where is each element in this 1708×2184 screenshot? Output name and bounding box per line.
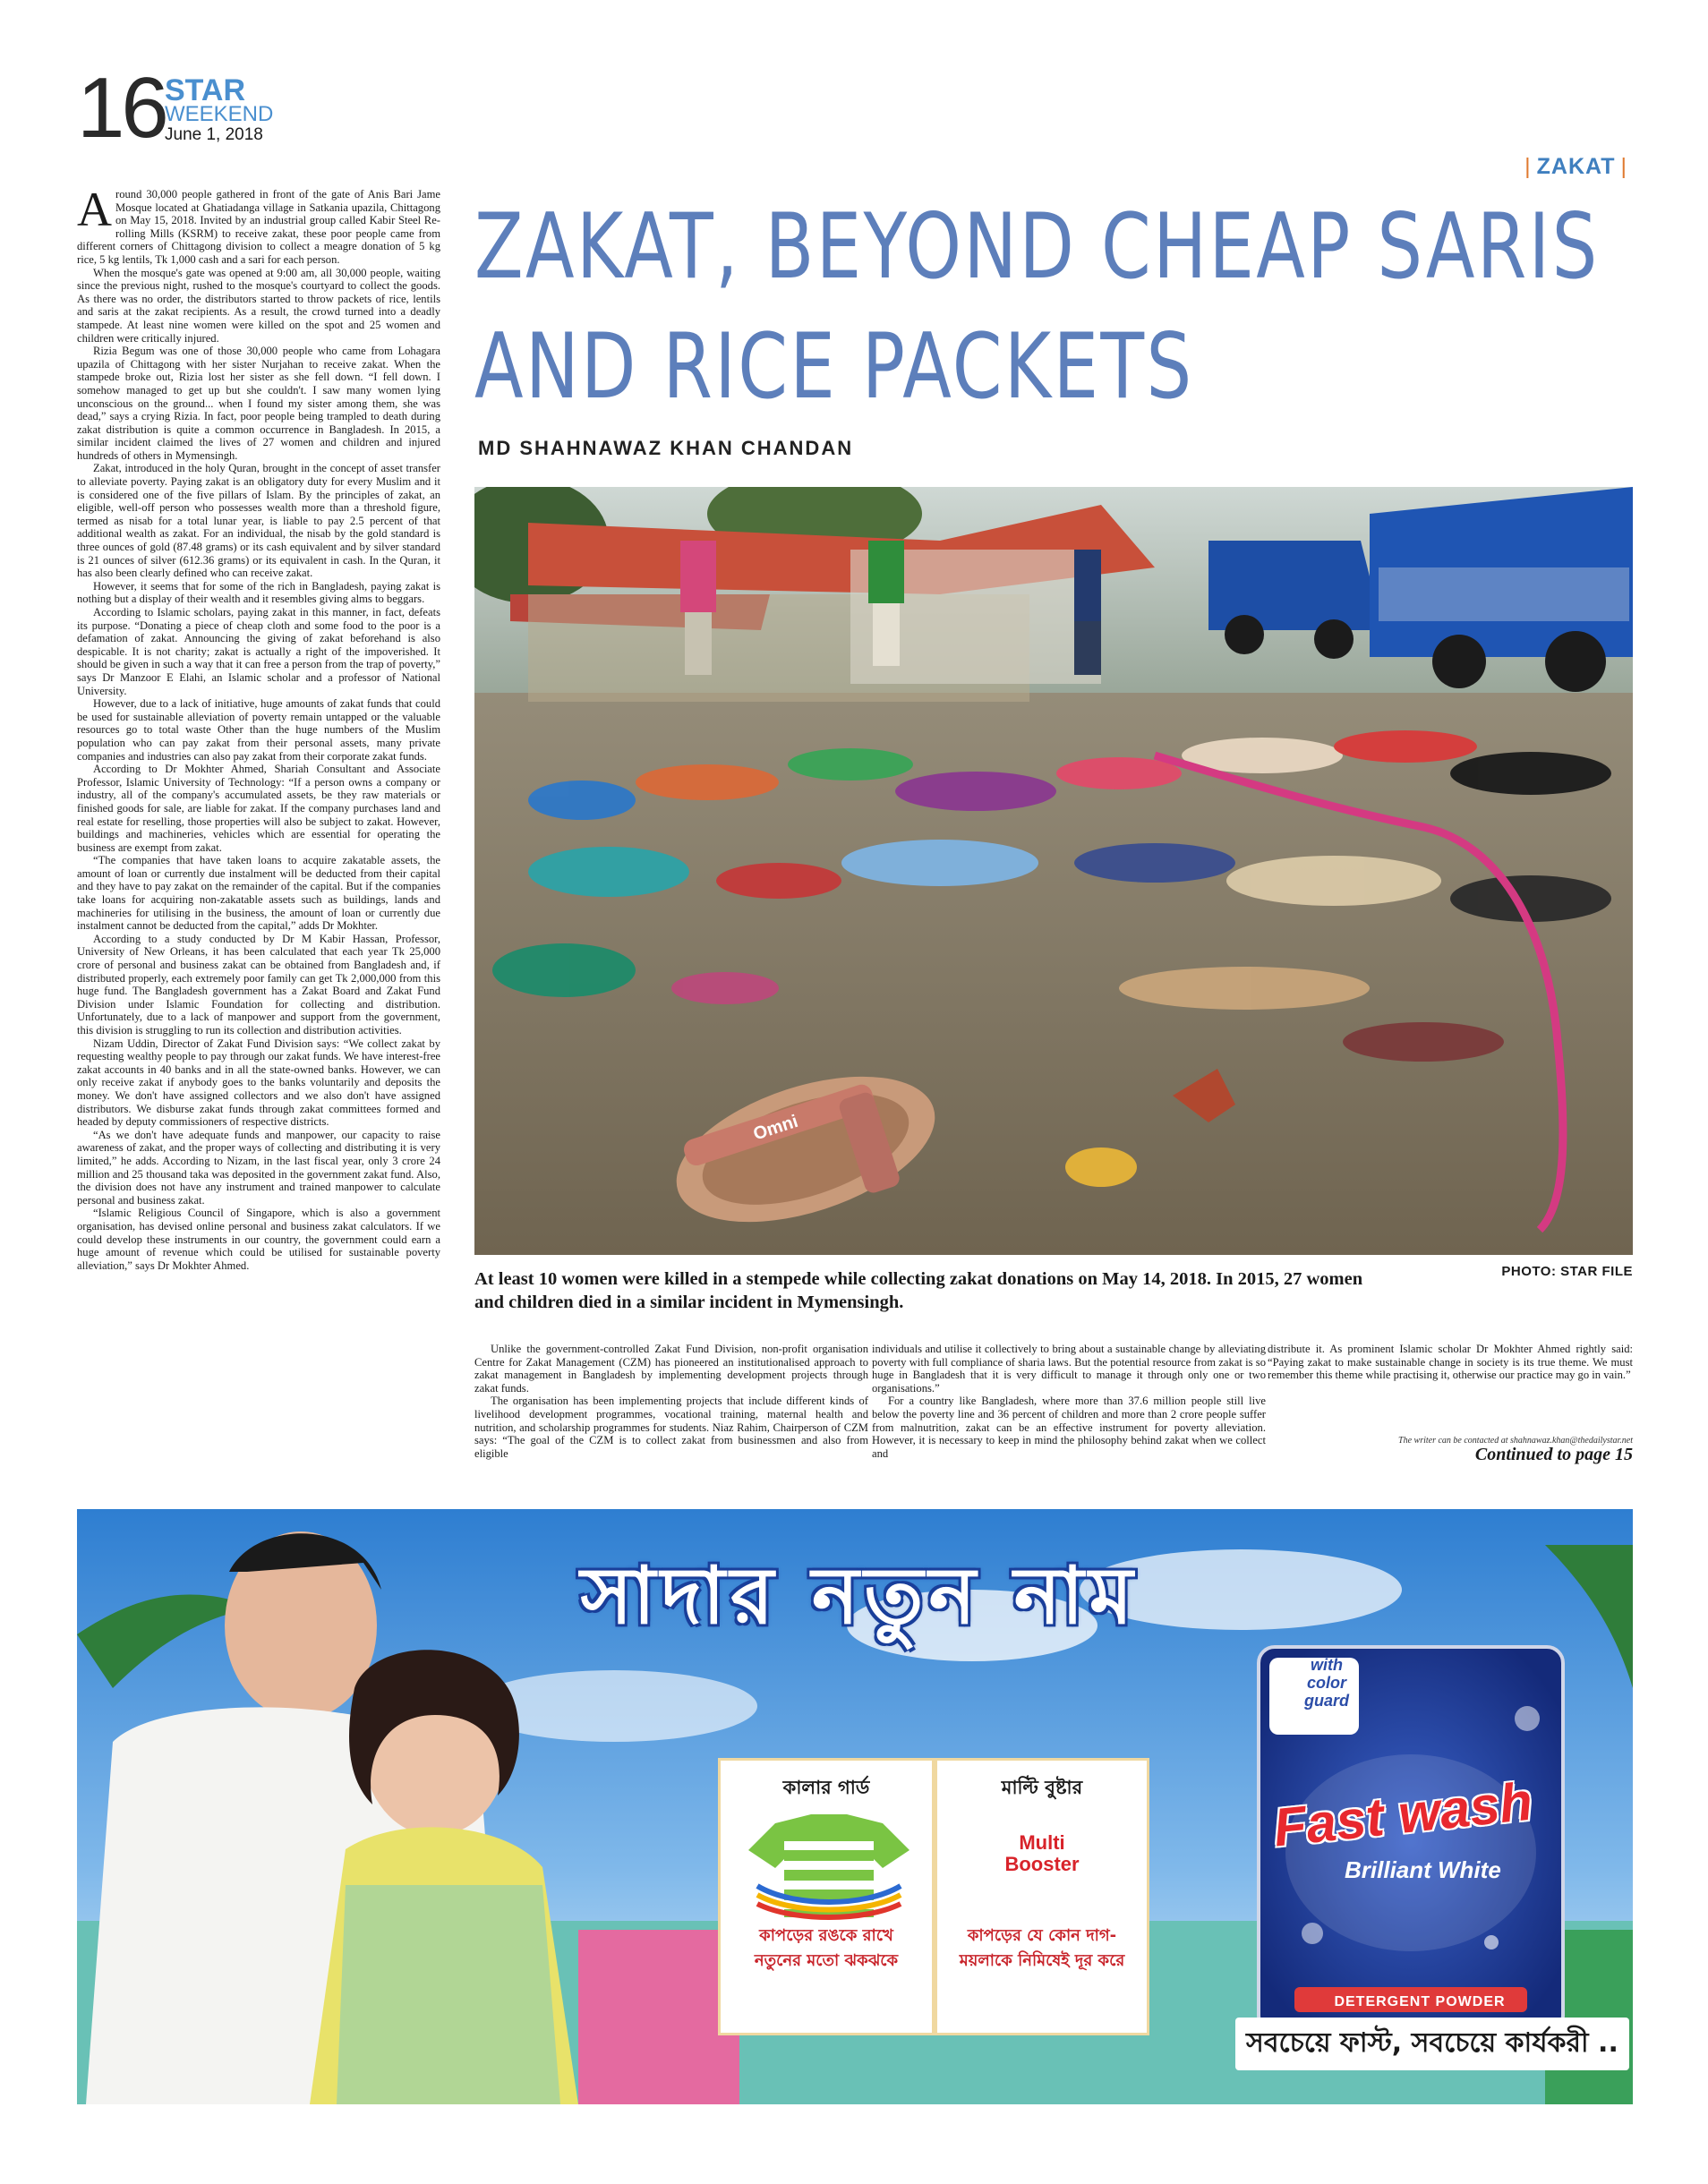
panel-line-1: কাপড়ের রঙকে রাখে (759, 1926, 893, 1945)
ad-headline: সাদার নতুন নাম (580, 1549, 1139, 1642)
panel-line-2: নতুনের মতো ঝকঝকে (754, 1951, 899, 1970)
badge-with: with (1311, 1656, 1343, 1674)
article-paragraph: “Islamic Religious Council of Singapore, which is also a government organisation, has devised online personal and business zakat calculators. If we could develop these instruments in our country, the government could earn a huge amount of revenue which could be utilised for sustainable poverty alleviation,” says Dr Mokhter Ahmed. (77, 1207, 440, 1272)
detergent-pack (1259, 1647, 1581, 2041)
ad-panel-multi-booster (935, 1758, 1149, 2035)
article-paragraph: “The companies that have taken loans to acquire zakatable assets, the amount of loan or currently due instalment will be deducted from their capital and they have to pay zakat on the remainder of the capital. But if the companies take loans for acquiring non-zakatable assets such as buildings, lands and machineries for utilising in the business, the amount of loan or currently due instalment cannot be deducted from the capital,” adds Dr Mokhter. (77, 854, 440, 933)
article-column-bottom-1 (474, 1343, 868, 1486)
article-column-bottom-3 (1268, 1343, 1633, 1432)
article-paragraph: However, it seems that for some of the rich in Bangladesh, paying zakat is nothing but a display of their wealth and it resembles giving alms to beggars. (77, 579, 440, 606)
pack-type: DETERGENT POWDER (1334, 1994, 1506, 2009)
section-tag: | ZAKAT | (1524, 154, 1627, 179)
article-paragraph: However, due to a lack of initiative, huge amounts of zakat funds that could be used for sustainable alleviation of poverty remain untapped or the valuable resources go to total waste Other than the huge numbers of the Muslim population who can pay zakat from their personal assets, many private companies and industries can also pay zakat from their corporate zakat funds. (77, 697, 440, 763)
article-paragraph: individuals and utilise it collectively to bring about a sustainable change by alleviating poverty with full compliance of sharia laws. But the potential resource from zakat is so huge in Bangladesh that it is very difficult to manage it through only one or two organisations.” (872, 1343, 1266, 1395)
headline-line-2: AND RICE PACKETS (474, 313, 1194, 419)
color-guard-badge (1282, 1656, 1371, 1710)
brand-weekend: WEEKEND (165, 102, 274, 126)
ad-tagline: সবচেয়ে ফাস্ট, সবচেয়ে কার্যকরী .. (1235, 2018, 1629, 2070)
article-paragraph: According to Dr Mokhter Ahmed, Shariah Consultant and Associate Professor, Islamic University of Technology: “If a person owns a company or industry, all of the company's accumulated assets, be they raw materials or finished goods for sale, are liable for zakat. If the company purchases land and real estate for reselling, those properties will also be subject to zakat. However, buildings and machineries, vehicles which are essential for operating the business are exempt from zakat. (77, 763, 440, 854)
badge-color: color (1306, 1674, 1346, 1692)
panel-title: কালার গার্ড (782, 1777, 870, 1798)
article-paragraph: According to Islamic scholars, paying zakat in this manner, in fact, defeats its purpose. “Donating a piece of cheap cloth and some food to the poor is a defamation of zakat. Announcing the giving of zakat beforehand is also despicable. It is not charity; zakat is actually a right of the impoverished. It should be given in such a way that it can free a person from the trap of poverty,” says Dr Manzoor E Elahi, an Islamic scholar and a professor of National University. (77, 606, 440, 697)
photo-caption: At least 10 women were killed in a stempede while collecting zakat donations on May 14, 2018. In 2015, 27 women and children died in a similar incident in Mymensingh. (474, 1269, 1363, 1312)
article-paragraph: Rizia Begum was one of those 30,000 people who came from Lohagara upazila of Chittagong with her sister Nurjahan to receive zakat. When the stampede broke out, Rizia lost her sister as she fell down. “I fell down. I somehow managed to get up but she couldn't. I saw many women lying unconscious on the ground... when I found my sister among them, she was dead,” says a crying Rizia. In fact, poor people being trampled to death during zakat distribution is quite a common occurrence in Bangladesh. In 2015, a similar incident claimed the lives of 27 women and children and injured hundreds of others in Mymensingh. (77, 345, 440, 462)
issue-date: June 1, 2018 (165, 125, 263, 144)
panel-title: মাল্টি বুষ্টার (1001, 1777, 1083, 1798)
article-paragraph: When the mosque's gate was opened at 9:00 am, all 30,000 people, waiting since the previous night, rushed to the mosque's courtyard to collect the goods. As there was no order, the distributors started to throw packets of rice, lentils and saris at the zakat recipients. As a result, the crowd turned into a deadly stampede. At least nine women were killed on the spot and 25 women and children were critically injured. (77, 266, 440, 345)
article-column-bottom-2 (872, 1343, 1266, 1486)
section-label: ZAKAT (1536, 154, 1616, 179)
headline (474, 186, 1600, 426)
photo-credit: PHOTO: STAR FILE (1501, 1264, 1633, 1279)
badge-line-1: Multi (1019, 1831, 1065, 1854)
ad-panel-color-guard (718, 1758, 935, 2035)
sandal-brand-text: Omni (750, 1111, 801, 1145)
article-column-left (77, 188, 440, 1468)
article-paragraph: Nizam Uddin, Director of Zakat Fund Division says: “We collect zakat by requesting wealthy people to pay through our zakat funds. We have interest-free zakat accounts in 40 banks and in all the state-owned banks. However, we can only receive zakat if anybody goes to the banks voluntarily and deposits the money. We don't have assigned collectors and we also don't have assigned distributors. We disburse zakat funds through zakat committees formed and headed by deputy commissioners of respective districts. (77, 1037, 440, 1129)
drop-cap: A (77, 188, 112, 236)
article-paragraph (77, 188, 440, 267)
page-number: 16 (77, 60, 166, 156)
article-paragraph: According to a study conducted by Dr M Kabir Hassan, Professor, University of New Orleans, it has been calculated that each year Tk 25,000 crore of personal and business zakat can be obtained from Bangladesh and, if distributed properly, each extremely poor family can get Tk 2,000,000 from this huge fund. The Bangladesh government has a Zakat Board and Zakat Fund Division under Islamic Foundation for collecting and distribution. Unfortunately, due to a lack of manpower and support from the government, this division is struggling to run its collection and distribution activities. (77, 932, 440, 1037)
headline-line-1: ZAKAT, BEYOND CHEAP SARIS (474, 193, 1600, 299)
byline: MD SHAHNAWAZ KHAN CHANDAN (478, 437, 854, 459)
news-photo (474, 487, 1633, 1255)
article-paragraph: The organisation has been implementing projects that include different kinds of livelihood development programmes, vocational training, maternal health and nutrition, and scholarship programmes for students. Niaz Rahim, Chairperson of CZM says: “The goal of the CZM is to collect zakat from businessmen and also from eligible (474, 1395, 868, 1460)
article-paragraph: Unlike the government-controlled Zakat Fund Division, non-profit organisation Centre for Zakat Management (CZM) has pioneered an institutionalised approach to zakat management in Bangladesh by implementing development projects through zakat funds. (474, 1343, 868, 1395)
article-paragraph: distribute it. As prominent Islamic scholar Dr Mokhter Ahmed rightly said: “Paying zakat to make sustainable change in society is its true theme. We must remember this theme while practising it, otherwise our practice may go in vain.” (1268, 1343, 1633, 1382)
panel-line-1: কাপড়ের যে কোন দাগ- (967, 1926, 1117, 1945)
article-paragraph: “As we don't have adequate funds and manpower, our capacity to raise awareness of zakat, and the proper ways of collecting and distributing it is very limited,” he adds. According to Nizam, in the last fiscal year, only 3 crore 24 million and 25 thousand taka was deposited in the government zakat fund. Also, the division does not have any instrument and trained manpower to calculate personal and business zakat. (77, 1128, 440, 1207)
brand-logo: Fast wash (1270, 1770, 1535, 1858)
article-paragraph: For a country like Bangladesh, where more than 37.6 million people still live below the poverty line and 36 percent of children and more than 2 crore people suffer from malnutrition, zakat can be an effective instrument for poverty alleviation. However, it is necessary to keep in mind the philosophy behind zakat when we collect and (872, 1395, 1266, 1460)
article-paragraph: Zakat, introduced in the holy Quran, brought in the concept of asset transfer to alleviate poverty. Paying zakat is an obligatory duty for every Muslim and it is considered one of the five pillars of Islam. By the principles of zakat, an eligible, well-off person who possesses wealth more than a threshold figure, termed as nisab for a total lunar year, is liable to pay 2.5 percent of that additional wealth as zakat. For an individual, the nisab by the gold standard is three ounces of gold (87.48 grams) or its cash equivalent and by silver standard is 21 ounces of silver (612.36 grams) or its equivalent in cash. In the Quran, it has also been clearly defined who can receive zakat. (77, 462, 440, 580)
brand-star: STAR (165, 73, 246, 107)
continued-note: Continued to page 15 (1474, 1445, 1633, 1464)
tshirt-icon (739, 1805, 918, 1922)
stampede-aftermath-photo (474, 487, 1633, 1255)
badge-guard: guard (1303, 1692, 1349, 1710)
paragraph-text: round 30,000 people gathered in front of the gate of Anis Bari Jame Mosque located at Ghatiadanga village in Satkania upazila, Chittagong on May 15, 2018. Invited by an industrial group called Kabir Steel Re-rolling Mills (KSRM) to receive zakat, these poor people came from different corners of Chittagong division to collect a meagre donation of 5 kg rice, 5 kg lentils, Tk 1,000 cash and a sari for each person. (77, 188, 440, 266)
panel-description (937, 1924, 1147, 1974)
badge-line-2: Booster (1004, 1853, 1080, 1875)
panel-description (721, 1924, 932, 1974)
panel-line-2: ময়লাকে নিমিষেই দূর করে (959, 1951, 1125, 1970)
multi-booster-badge (937, 1832, 1147, 1875)
brand-variant: Brilliant White (1345, 1856, 1501, 1883)
writer-contact: The writer can be contacted at shahnawaz.khan@thedailystar.net (1398, 1436, 1633, 1446)
